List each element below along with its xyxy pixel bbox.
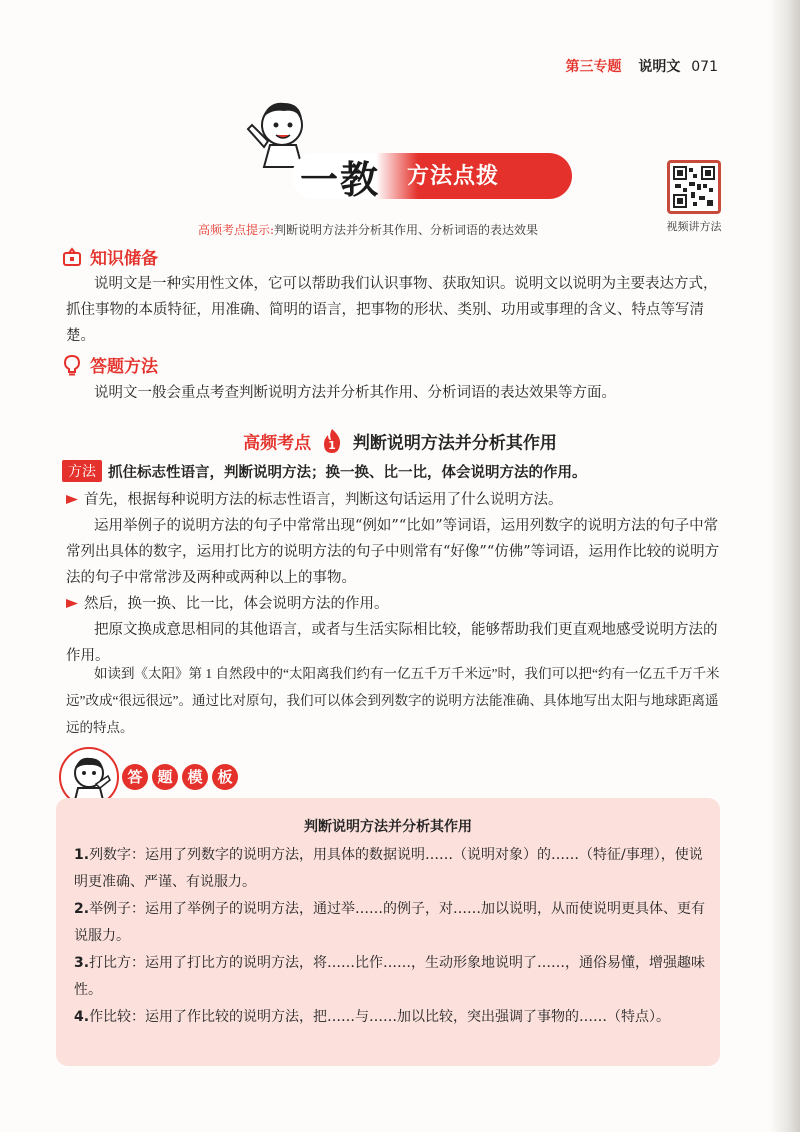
answer-method-paragraph (66, 380, 726, 406)
qr-code-icon[interactable] (667, 160, 721, 214)
knowledge-heading (62, 244, 158, 269)
example-paragraph (66, 660, 726, 741)
qr-code-block[interactable] (663, 160, 725, 234)
template-title: 判断说明方法并分析其作用 (304, 819, 472, 835)
template-char: 模 (182, 764, 208, 790)
header-topic: 第三专题 (565, 59, 622, 75)
step1-detail-text: 运用举例子的说明方法的句子中常常出现“例如”“比如”等词语，运用列数字的说明方法的句子中常常列出具体的数字，运用打比方的说明方法的句子中则常有“好像”“仿佛”等词语，运用作比较的说明方法的句子中常常涉及两种或两种以上的事物。 (66, 518, 720, 586)
flame-icon (321, 428, 343, 459)
method-tag: 方法 (62, 460, 102, 482)
step2-detail-text: 把原文换成意思相同的其他语言，或者与生活实际相比较，能够帮助我们更直观地感受说明方法的作用。 (66, 622, 718, 664)
template-item (74, 950, 706, 1004)
step2-bullet-text: 然后，换一换、比一比，体会说明方法的作用。 (84, 596, 389, 612)
template-item-number: 1. (74, 847, 90, 863)
knowledge-title: 知识储备 (90, 249, 158, 269)
red-bullet-icon (66, 591, 78, 600)
page-number: 071 (691, 59, 718, 75)
running-header (566, 56, 718, 76)
answer-method-heading (62, 352, 158, 377)
method-row (62, 460, 587, 482)
template-list (74, 842, 706, 1031)
template-item (74, 896, 706, 950)
keypoint-title: 判断说明方法并分析其作用 (352, 433, 557, 454)
keypoint-label: 高频考点 (243, 433, 312, 454)
knowledge-text: 说明文是一种实用性文体，它可以帮助我们认识事物、获取知识。说明文以说明为主要表达方式，抓住事物的本质特征，用准确、简明的语言，把事物的形状、类别、功用或事理的含义、特点等写清楚。 (66, 276, 718, 344)
example-text: 如读到《太阳》第 1 自然段中的“太阳离我们约有一亿五千万千米远”时，我们可以把“约有一亿五千万千米远”改成“很远很远”。通过比对原句，我们可以体会到列数字的说明方法能准确、具体地写出太阳与地球距离遥远的特点。 (66, 666, 720, 735)
step1-bullet-text: 首先，根据每种说明方法的标志性语言，判断这句话运用了什么说明方法。 (84, 492, 563, 508)
template-item-text: 作比较：运用了作比较的说明方法，把……与……加以比较，突出强调了事物的……（特点）。 (89, 1009, 671, 1025)
lightbulb-icon (62, 354, 82, 376)
banner-title: 一教 (300, 158, 381, 202)
template-char: 题 (152, 764, 178, 790)
answer-method-title: 答题方法 (90, 357, 158, 377)
template-item-text: 举例子：运用了举例子的说明方法，通过举……的例子，对……加以说明，从而使说明更具体、更有说服力。 (74, 901, 706, 944)
template-item-text: 列数字：运用了列数字的说明方法，用具体的数据说明……（说明对象）的……（特征/事理），使说明更准确、严谨、有说服力。 (74, 847, 703, 890)
header-section: 说明文 (638, 59, 681, 75)
answer-method-text: 说明文一般会重点考查判断说明方法并分析其作用、分析词语的表达效果等方面。 (94, 385, 616, 401)
section-banner (232, 95, 562, 205)
template-heading-chars (122, 764, 240, 790)
high-frequency-hint (198, 221, 538, 238)
step2-bullet-line (66, 591, 726, 617)
keypoint-heading (0, 428, 800, 459)
template-item (74, 842, 706, 896)
template-item-number: 4. (74, 1009, 90, 1025)
hint-label: 高频考点提示: (198, 223, 275, 237)
template-item-number: 2. (74, 901, 90, 917)
step1-bullet-line (66, 487, 726, 513)
knowledge-paragraph (66, 271, 726, 349)
answer-template-box (56, 798, 720, 1066)
keypoint-number: 1 (328, 439, 336, 452)
hint-text: 判断说明方法并分析其作用、分析词语的表达效果 (274, 223, 539, 237)
red-bullet-icon (66, 487, 78, 496)
template-item-text: 打比方：运用了打比方的说明方法，将……比作……，生动形象地说明了……，通俗易懂，增强趣味性。 (74, 955, 706, 998)
method-text: 抓住标志性语言，判断说明方法；换一换、比一比，体会说明方法的作用。 (108, 464, 587, 481)
template-char: 板 (212, 764, 238, 790)
template-item (74, 1004, 706, 1031)
banner-subtitle: 方法点拨 (407, 164, 500, 189)
qr-caption: 视频讲方法 (666, 220, 722, 233)
template-item-number: 3. (74, 955, 90, 971)
knowledge-box-icon (62, 247, 82, 267)
page-edge (770, 0, 800, 1132)
template-char: 答 (122, 764, 148, 790)
step1-detail (66, 513, 726, 591)
